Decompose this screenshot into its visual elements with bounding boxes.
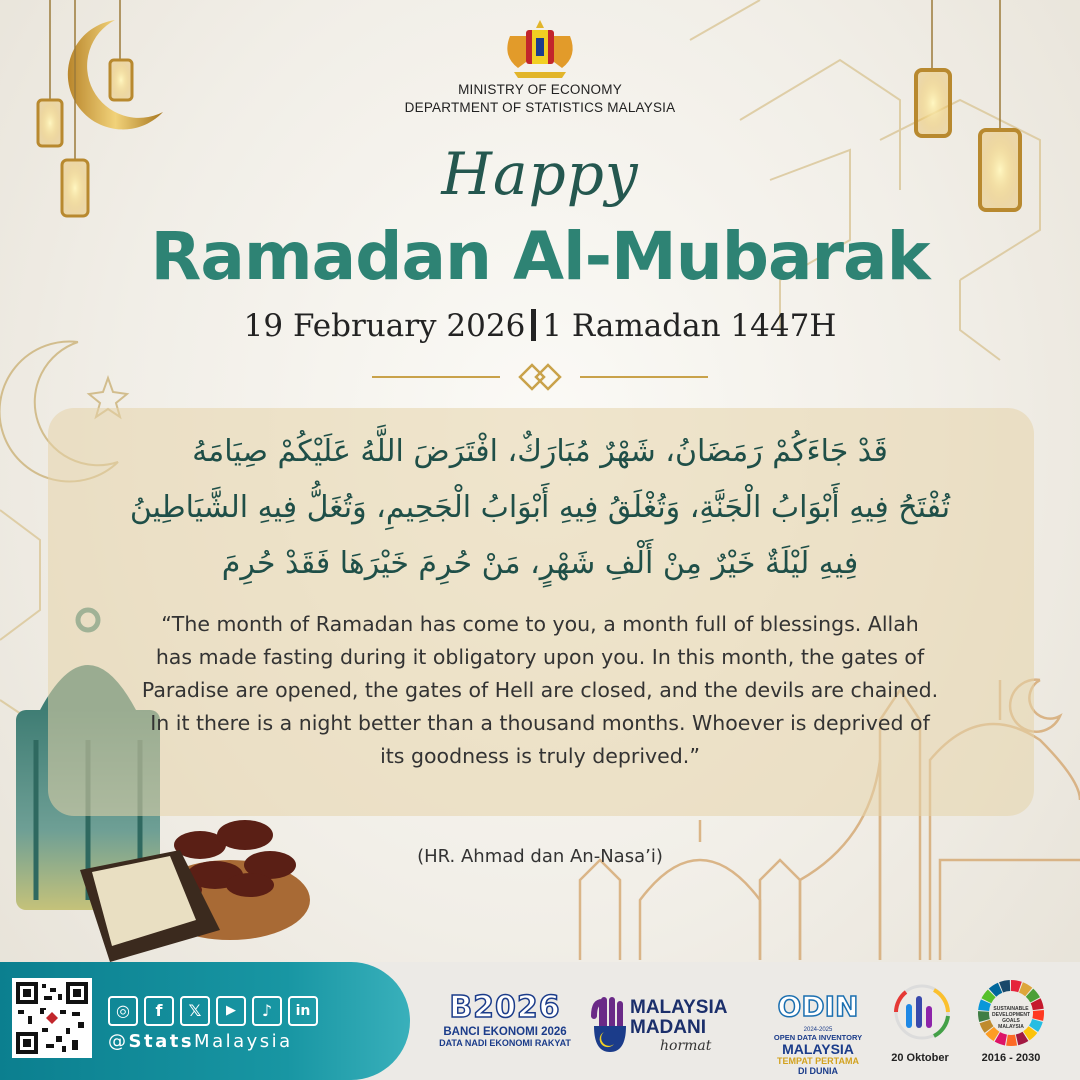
odin-line-4: DI DUNIA [798, 1066, 838, 1076]
crescent-lanterns-decoration [20, 0, 190, 250]
ornamental-divider [370, 362, 710, 392]
sdg-label: SUSTAINABLE DEVELOPMENT GOALS MALAYSIA [991, 1006, 1031, 1030]
banci-ekonomi-logo [436, 992, 574, 1048]
date-hijri: 1 Ramadan 1447H [542, 308, 837, 344]
banci-line-2: DATA NADI EKONOMI RAKYAT [439, 1038, 571, 1048]
facebook-icon[interactable]: f [144, 996, 174, 1026]
x-icon[interactable]: 𝕏 [180, 996, 210, 1026]
handle-rest: Malaysia [194, 1031, 293, 1052]
handle-bold: Stats [128, 1031, 195, 1052]
qr-code[interactable] [12, 978, 92, 1058]
date-separator [531, 309, 536, 341]
date-gregorian: 19 February 2026 [243, 308, 526, 344]
sdg-wheel-segment [978, 1011, 990, 1022]
odin-logo [770, 992, 866, 1076]
sdg-years: 2016 - 2030 [981, 1052, 1041, 1064]
coat-of-arms-logo [500, 16, 580, 82]
hadith-arabic [60, 424, 1020, 592]
odin-title: ODIN [777, 990, 859, 1023]
banci-line-1: BANCI EKONOMI 2026 [443, 1026, 567, 1038]
madani-hand-icon [590, 996, 630, 1056]
madani-line-1: MALAYSIA [630, 997, 728, 1018]
hadith-translation: “The month of Ramadan has come to you, a month full of blessings. Allah has made fasting during it obligatory upon you. In this month, the gates of Paradise are opened, the gates of Hell are closed, and the devils are chained. In it there is a night better than a thousand months. Whoever is deprived of its goodness is truly deprived.” [141, 612, 939, 768]
sdg-wheel-segment [1006, 1035, 1017, 1046]
hadith-arabic-line-3: فِيهِ لَيْلَةٌ خَيْرٌ مِنْ أَلْفِ شَهْرٍ، مَنْ حُرِمَ خَيْرَهَا فَقَدْ حُرِمَ [221, 546, 859, 581]
ministry-line-1: MINISTRY OF ECONOMY [458, 82, 622, 97]
date-line [0, 308, 1080, 344]
ministry-line-2: DEPARTMENT OF STATISTICS MALAYSIA [404, 100, 676, 115]
hadith-source: (HR. Ahmad dan An-Nasa’i) [417, 846, 663, 867]
linkedin-icon[interactable]: in [288, 996, 318, 1026]
madani-line-3: hormat [660, 1038, 712, 1054]
odin-line-1: OPEN DATA INVENTORY [773, 1033, 863, 1042]
tiktok-icon[interactable]: ♪ [252, 996, 282, 1026]
happy-script: Happy [441, 140, 639, 208]
malaysia-madani-logo [630, 998, 754, 1054]
odin-line-3: TEMPAT PERTAMA [777, 1056, 859, 1066]
youtube-icon[interactable]: ▶ [216, 996, 246, 1026]
statistics-day-date: 20 Oktober [891, 1052, 949, 1064]
odin-years: 2024-2025 [803, 1027, 833, 1033]
odin-line-2: MALAYSIA [782, 1041, 854, 1057]
handle-prefix: @ [108, 1031, 129, 1052]
instagram-icon[interactable]: ◎ [108, 996, 138, 1026]
social-handle[interactable] [108, 1031, 293, 1052]
statistics-day-icon [886, 982, 952, 1042]
hadith-arabic-line-1: قَدْ جَاءَكُمْ رَمَضَانُ، شَهْرٌ مُبَارَكٌ، افْتَرَضَ اللَّهُ عَلَيْكُمْ صِيَامَهُ [192, 434, 888, 469]
sdg-wheel-segment [1032, 1010, 1044, 1021]
banci-title: B2026 [449, 990, 561, 1025]
hadith-arabic-line-2: تُفْتَحُ فِيهِ أَبْوَابُ الْجَنَّةِ، وَتُغْلَقُ فِيهِ أَبْوَابُ الْجَحِيمِ، وَتُغَلُّ فِيهِ الشَّيَاطِينُ [129, 490, 951, 525]
madani-line-2: MADANI [630, 1017, 706, 1038]
page-title: Ramadan Al-Mubarak [150, 218, 930, 295]
